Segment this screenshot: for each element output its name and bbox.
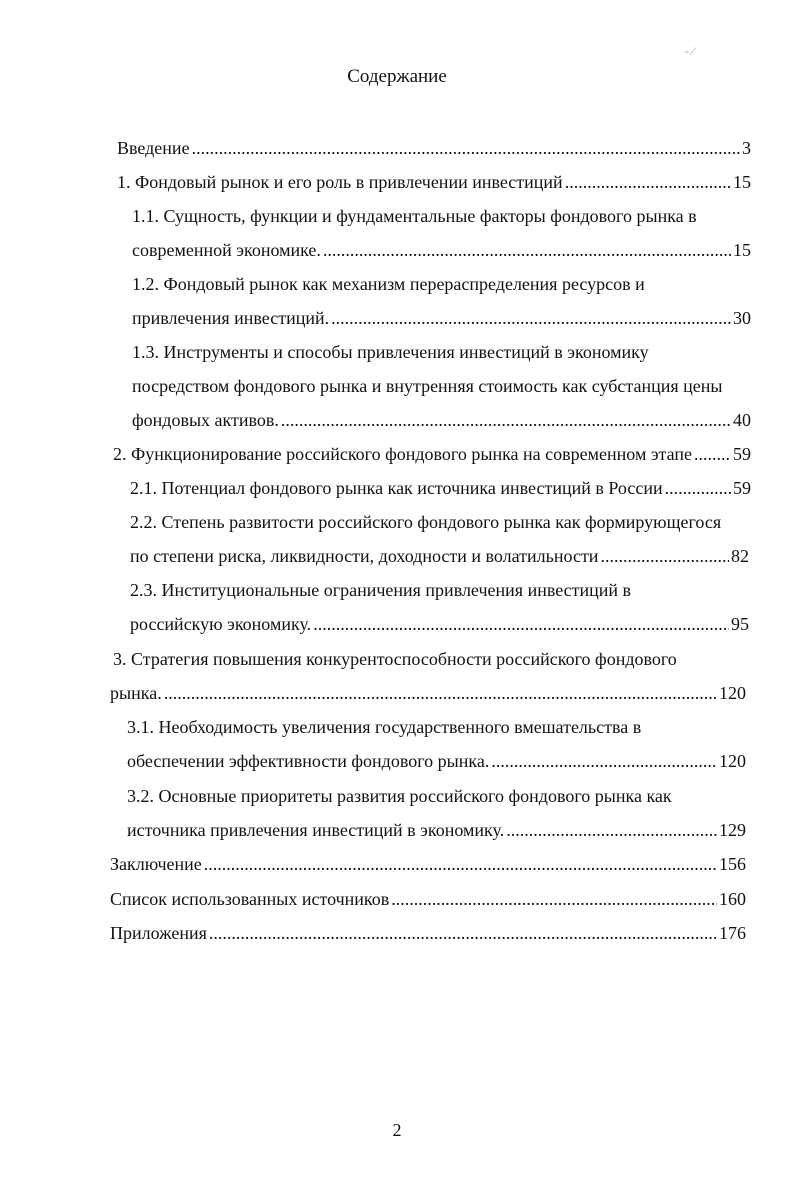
toc-leader-dots (600, 541, 729, 571)
toc-entry-page: 40 (733, 410, 751, 430)
toc-leader-dots (204, 849, 717, 879)
toc-entry-text: российскую экономику. (130, 614, 312, 634)
toc-entry-page: 156 (719, 854, 746, 874)
page-title: Содержание (347, 66, 447, 87)
toc-entry-page: 59 (733, 444, 751, 464)
toc-entry-text: по степени риска, ликвидности, доходности и волатильности (130, 546, 599, 566)
toc-leader-dots (331, 303, 731, 333)
toc-entry-text: 3. Стратегия повышения конкурентоспособности российского фондового (113, 649, 677, 669)
toc-leader-dots (281, 405, 731, 435)
toc-entry-text: 1.2. Фондовый рынок как механизм перераспределения ресурсов и (132, 274, 645, 294)
toc-entry-text: фондовых активов. (132, 410, 279, 430)
toc-leader-dots (313, 609, 729, 639)
toc-entry-text: обеспечении эффективности фондового рынка. (127, 751, 490, 771)
page-number: 2 (392, 1120, 402, 1140)
toc-entry-page: 120 (719, 683, 746, 703)
toc-entry-text: Заключение (110, 854, 202, 874)
toc-leader-dots (391, 884, 717, 914)
toc-entry (132, 405, 751, 435)
toc-entry (110, 678, 746, 708)
toc-entry (130, 541, 749, 571)
toc-entry-page: 15 (733, 240, 751, 260)
toc-entry-page: 30 (733, 308, 751, 328)
toc-entry (132, 235, 751, 265)
toc-entry-page: 176 (719, 923, 746, 943)
toc-entry-text: посредством фондового рынка и внутренняя стоимость как субстанция цены (132, 376, 723, 396)
toc-entry-page: 129 (719, 820, 746, 840)
toc-entry-text: 2.2. Степень развитости российского фондового рынка как формирующегося (130, 512, 722, 532)
toc-leader-dots (694, 439, 731, 469)
toc-leader-dots (491, 746, 717, 776)
toc-leader-dots (192, 133, 740, 163)
toc-leader-dots (164, 678, 717, 708)
toc-entry (110, 918, 746, 948)
toc-entry-text: 2.3. Институциональные ограничения привлечения инвестиций в (130, 580, 632, 600)
toc-entry-text: источника привлечения инвестиций в экономику. (127, 820, 505, 840)
toc-entry-text: Введение (117, 138, 190, 158)
toc-entry-text: 1.1. Сущность, функции и фундаментальные факторы фондового рынка в (132, 206, 697, 226)
corner-mark: - ⁄ (685, 44, 694, 58)
toc-entry (130, 609, 749, 639)
toc-leader-dots (209, 918, 717, 948)
toc-leader-dots (506, 815, 717, 845)
toc-entry-text: Приложения (110, 923, 207, 943)
toc-entry-text: 1. Фондовый рынок и его роль в привлечении инвестиций (117, 172, 563, 192)
toc-entry-text: современной экономике. (132, 240, 321, 260)
toc-entry (110, 884, 746, 914)
toc-entry-text: 2.1. Потенциал фондового рынка как источника инвестиций в России (130, 478, 663, 498)
toc-entry-text: Список использованных источников (110, 889, 390, 909)
toc-entry-page: 15 (733, 172, 751, 192)
toc-entry-page: 95 (731, 614, 749, 634)
toc-entry-page: 120 (719, 751, 746, 771)
toc-leader-dots (323, 235, 731, 265)
toc-entry (113, 439, 751, 469)
toc-entry-text: 3.1. Необходимость увеличения государственного вмешательства в (127, 717, 642, 737)
toc-entry-page: 82 (731, 546, 749, 566)
toc-entry (117, 167, 751, 197)
toc-entry (117, 133, 751, 163)
toc-entry (127, 815, 746, 845)
toc-entry (110, 849, 746, 879)
toc-entry-text: 1.3. Инструменты и способы привлечения инвестиций в экономику (132, 342, 649, 362)
toc-entry (130, 473, 751, 503)
toc-entry-page: 59 (733, 478, 751, 498)
toc-entry-text: рынка. (110, 683, 162, 703)
toc-entry-page: 3 (742, 138, 751, 158)
toc-entry-page: 160 (719, 889, 746, 909)
toc-entry (127, 746, 746, 776)
toc-entry-text: 3.2. Основные приоритеты развития российского фондового рынка как (127, 786, 672, 806)
toc-entry (132, 303, 751, 333)
toc-leader-dots (665, 473, 731, 503)
toc-entry-text: 2. Функционирование российского фондового рынка на современном этапе (113, 444, 693, 464)
toc-leader-dots (565, 167, 731, 197)
toc-entry-text: привлечения инвестиций. (132, 308, 330, 328)
